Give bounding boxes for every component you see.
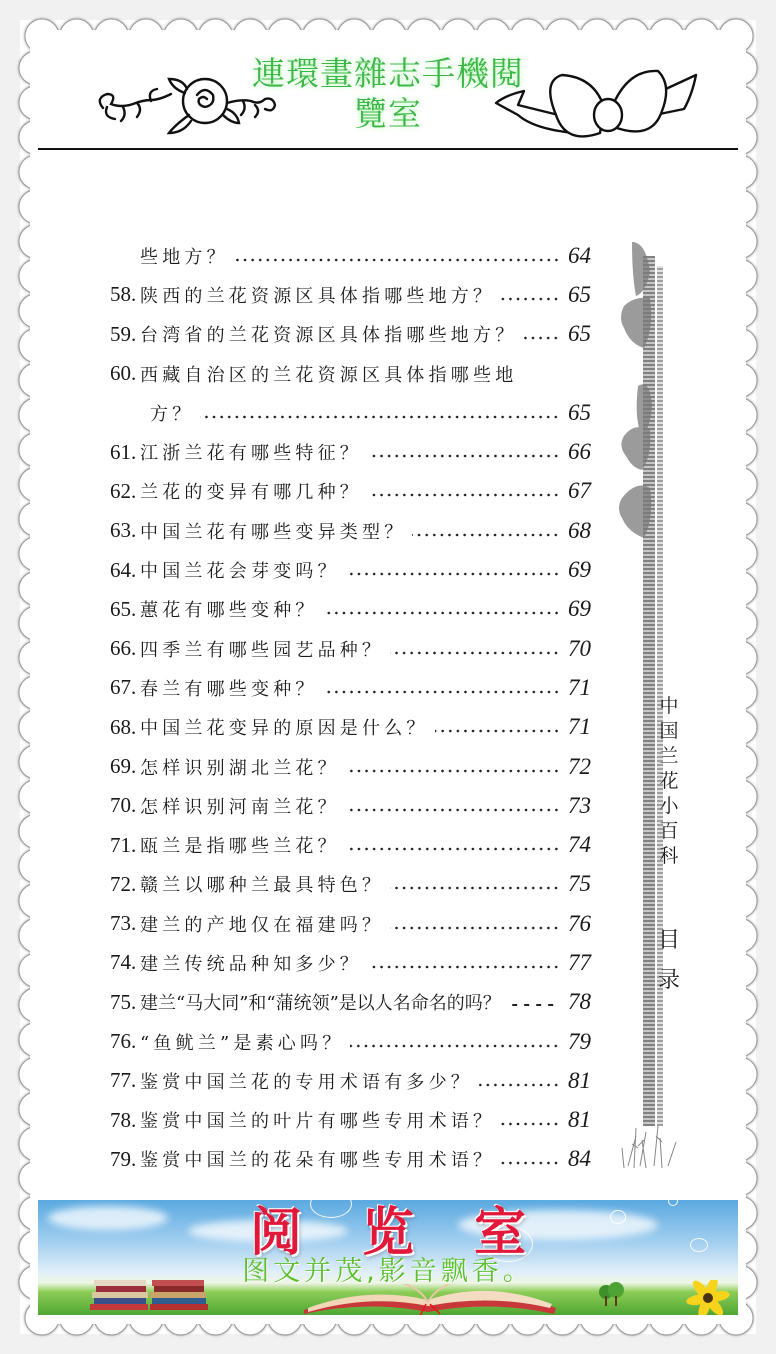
toc-entry-number: 68. [110, 714, 137, 739]
toc-entry[interactable] [110, 1140, 602, 1179]
dot-leader [368, 965, 560, 969]
dot-leader [346, 847, 560, 851]
banner-title: 阅览室 [249, 1203, 586, 1263]
dot-leader [412, 533, 560, 537]
toc-entry-page: 70 [568, 635, 591, 661]
toc-entry-title: 赣兰以哪种兰最具特色？ [140, 875, 385, 897]
toc-entry-number: 65. [110, 596, 137, 621]
toc-entry-number: 59. [110, 321, 137, 346]
toc-entry-title: 方？ [150, 403, 195, 425]
toc-entry-page: 79 [568, 1028, 591, 1054]
dot-leader [235, 258, 560, 262]
toc-entry-title: 中国兰花会芽变吗？ [140, 561, 340, 583]
app-title-line2: 覽室 [354, 94, 422, 133]
toc-entry-title: 西藏自治区的兰花资源区具体指哪些地 [140, 364, 518, 386]
toc-entry-number: 73. [110, 911, 137, 936]
toc-entry-page: 64 [568, 242, 591, 268]
toc-entry-page: 74 [568, 832, 591, 858]
toc-entry[interactable] [110, 1061, 602, 1100]
toc-entry-title: 鉴赏中国兰的叶片有哪些专用术语？ [140, 1111, 496, 1133]
app-title-line1: 連環畫雜志手機閱 [252, 54, 524, 93]
toc-entry[interactable] [110, 786, 602, 825]
trees-icon [596, 1282, 626, 1308]
toc-entry-page: 67 [568, 478, 591, 504]
toc-entry-page: 72 [568, 753, 591, 779]
toc-entry[interactable] [110, 354, 602, 393]
dot-leader [390, 926, 560, 930]
sunflower-icon [678, 1280, 738, 1315]
dot-leader [324, 690, 560, 694]
toc-entry-page: 71 [568, 674, 591, 700]
toc-entry-title: 鉴赏中国兰的花朵有哪些专用术语？ [140, 1150, 496, 1172]
toc-entry-title: 瓯兰是指哪些兰花？ [140, 836, 340, 858]
toc-entry[interactable] [110, 1101, 602, 1140]
book-title-char: 百 [659, 820, 679, 842]
toc-entry-number: 78. [110, 1107, 137, 1132]
toc-entry-number: 76. [110, 1029, 137, 1054]
toc-entry-number: 75. [110, 989, 137, 1014]
toc-entry-number: 60. [110, 361, 137, 386]
toc-entry-number: 77. [110, 1068, 137, 1093]
toc-entry-title: 中国兰花变异的原因是什么？ [140, 718, 429, 740]
reading-room-banner[interactable] [38, 1200, 738, 1315]
toc-entry-title: 建兰传统品种知多少？ [140, 953, 362, 975]
toc-entry-title: 中国兰花有哪些变异类型？ [140, 521, 407, 543]
toc-entry-title: 台湾省的兰花资源区具体指哪些地方？ [140, 325, 518, 347]
toc-entry-page: 76 [568, 910, 591, 936]
toc-entry-page: 65 [568, 321, 591, 347]
toc-entry[interactable] [110, 904, 602, 943]
dot-leader [501, 1122, 560, 1126]
toc-entry[interactable] [110, 629, 602, 668]
toc-entry-number: 62. [110, 478, 137, 503]
toc-entry-page: 81 [568, 1067, 591, 1093]
toc-entry[interactable] [110, 432, 602, 471]
toc-entry[interactable] [110, 511, 602, 550]
section-label-char: 目 [657, 928, 680, 953]
toc-entry-title: 兰花的变异有哪几种？ [140, 482, 362, 504]
toc-entry-page: 69 [568, 596, 591, 622]
toc-entry-number: 79. [110, 1146, 137, 1171]
toc-entry-page: 81 [568, 1107, 591, 1133]
dot-leader [368, 454, 560, 458]
dot-leader [200, 415, 560, 419]
toc-entry-title: “鱼鱿兰”是素心吗？ [140, 1032, 345, 1054]
dot-leader [346, 808, 560, 812]
toc-entry[interactable] [110, 668, 602, 707]
toc-entry-title: 些地方？ [140, 246, 229, 268]
toc-entry[interactable] [110, 983, 602, 1022]
dot-leader [523, 336, 560, 340]
table-of-contents [110, 236, 602, 1179]
banner-subtitle: 图文并茂,影音飘香。 [242, 1256, 534, 1287]
dot-leader [501, 297, 560, 301]
dot-leader [479, 1083, 560, 1087]
dot-leader [346, 572, 560, 576]
book-stack-icon [88, 1278, 248, 1312]
toc-entry[interactable] [110, 275, 602, 314]
toc-entry[interactable] [110, 708, 602, 747]
grass-decoration-icon [618, 1096, 688, 1176]
toc-entry-title: 鉴赏中国兰花的专用术语有多少？ [140, 1071, 473, 1093]
toc-entry-number: 63. [110, 518, 137, 543]
toc-entry-title: 陕西的兰花资源区具体指哪些地方？ [140, 285, 496, 307]
spacer [656, 869, 682, 921]
dash-leader [507, 1004, 560, 1006]
toc-entry[interactable] [110, 315, 602, 354]
toc-entry-title: 四季兰有哪些园艺品种？ [140, 639, 385, 661]
toc-entry[interactable] [110, 943, 602, 982]
toc-entry[interactable] [110, 825, 602, 864]
toc-entry-number: 70. [110, 793, 137, 818]
toc-entry-number: 66. [110, 636, 137, 661]
toc-entry-page: 68 [568, 517, 591, 543]
toc-entry[interactable] [110, 590, 602, 629]
toc-entry-number: 67. [110, 675, 137, 700]
leaf-pattern-decoration-icon [618, 236, 688, 576]
toc-entry[interactable] [110, 865, 602, 904]
toc-entry-page: 77 [568, 949, 591, 975]
header [38, 38, 738, 149]
toc-entry-title: 建兰的产地仅在福建吗？ [140, 914, 385, 936]
dot-leader [435, 729, 560, 733]
toc-entry-number: 74. [110, 950, 137, 975]
app-title [38, 54, 738, 134]
toc-entry[interactable] [110, 1022, 602, 1061]
toc-entry-number: 61. [110, 439, 137, 464]
dot-leader [346, 769, 560, 773]
toc-entry[interactable] [110, 550, 602, 589]
book-title-char: 科 [659, 845, 679, 867]
toc-entry[interactable] [110, 236, 602, 275]
toc-entry[interactable] [110, 393, 602, 432]
toc-entry-number: 64. [110, 557, 137, 582]
dot-leader [390, 886, 560, 890]
toc-entry-title: 江浙兰花有哪些特征？ [140, 443, 362, 465]
toc-entry-title: 蕙花有哪些变种？ [140, 600, 318, 622]
book-title-char: 国 [659, 720, 679, 742]
toc-entry-page: 78 [568, 989, 591, 1015]
toc-entry-number: 58. [110, 282, 137, 307]
dot-leader [368, 493, 560, 497]
toc-entry-page: 65 [568, 281, 591, 307]
book-title-vertical [656, 694, 682, 1001]
book-title-char: 花 [659, 770, 679, 792]
dot-leader [501, 1161, 560, 1165]
toc-entry-title: 春兰有哪些变种？ [140, 678, 318, 700]
dot-leader [324, 611, 560, 615]
dot-leader [350, 1044, 560, 1048]
toc-entry-number: 71. [110, 832, 137, 857]
book-title-char: 小 [659, 795, 679, 817]
side-band [618, 236, 688, 1176]
toc-entry-title: 怎样识别湖北兰花？ [140, 757, 340, 779]
toc-entry[interactable] [110, 747, 602, 786]
toc-entry-title: 怎样识别河南兰花？ [140, 796, 340, 818]
toc-entry-number: 72. [110, 871, 137, 896]
toc-entry-page: 65 [568, 399, 591, 425]
toc-entry-page: 69 [568, 557, 591, 583]
toc-entry-page: 84 [568, 1146, 591, 1172]
toc-entry-page: 73 [568, 792, 591, 818]
book-title-char: 中 [659, 695, 679, 717]
toc-entry-number: 69. [110, 754, 137, 778]
toc-entry-title: 建兰“马大同”和“蒲统领”是以人名命名的吗？ [140, 993, 501, 1015]
header-divider [38, 148, 738, 150]
book-title-char: 兰 [659, 745, 679, 767]
open-book-icon [300, 1284, 560, 1315]
toc-entry-page: 71 [568, 714, 591, 740]
section-label-char: 录 [657, 968, 680, 993]
toc-entry-page: 75 [568, 871, 591, 897]
toc-entry[interactable] [110, 472, 602, 511]
dot-leader [390, 651, 560, 655]
toc-entry-page: 66 [568, 439, 591, 465]
